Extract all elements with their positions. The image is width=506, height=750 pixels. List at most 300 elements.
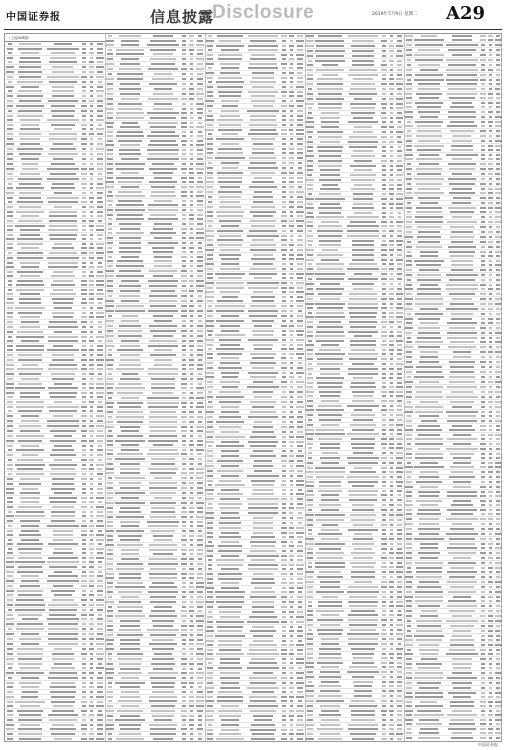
table-cell <box>298 186 303 188</box>
table-cell <box>382 93 386 95</box>
table-cell <box>221 258 238 260</box>
table-cell <box>7 520 14 522</box>
table-cell <box>381 662 387 664</box>
table-cell <box>348 481 378 483</box>
table-cell <box>446 620 477 622</box>
table-cell <box>207 649 214 651</box>
table-cell <box>118 330 142 332</box>
table-cell <box>382 203 385 205</box>
table-cell <box>150 126 176 128</box>
table-cell <box>320 690 340 692</box>
table-cell <box>48 714 79 716</box>
table-cell <box>207 191 212 193</box>
table-cell <box>8 183 13 185</box>
table-cell <box>252 601 274 603</box>
table-cell <box>107 463 112 465</box>
table-cell <box>416 630 442 632</box>
table-cell <box>48 201 79 203</box>
table-cell <box>106 728 114 730</box>
table-cell <box>381 40 386 42</box>
table-cell <box>446 411 477 413</box>
table-cell <box>282 268 286 270</box>
table-row <box>5 47 105 56</box>
table-cell <box>450 341 474 343</box>
table-cell <box>7 229 13 231</box>
table-cell <box>390 150 394 152</box>
table-cell <box>16 406 44 408</box>
table-cell <box>107 260 113 262</box>
table-cell <box>190 653 193 655</box>
table-cell <box>495 211 501 213</box>
table-cell <box>207 715 212 717</box>
table-cell <box>19 638 41 640</box>
table-cell <box>348 490 378 492</box>
table-cell <box>415 457 443 459</box>
table-cell <box>390 738 393 740</box>
table-cell <box>389 386 393 388</box>
table-cell <box>207 211 213 213</box>
table-cell <box>320 188 340 190</box>
table-cell <box>182 696 186 698</box>
table-cell <box>207 705 212 707</box>
table-cell <box>190 200 194 202</box>
table-cell <box>389 519 394 521</box>
table-cell <box>97 206 102 208</box>
table-cell <box>82 435 86 437</box>
table-cell <box>48 623 78 625</box>
table-cell <box>382 490 386 492</box>
table-cell <box>382 35 386 37</box>
table-cell <box>496 313 499 315</box>
table-row <box>305 330 404 339</box>
table-cell <box>107 507 113 509</box>
table-cell <box>115 502 144 504</box>
table-cell <box>319 648 341 650</box>
table-cell <box>116 738 144 740</box>
table-cell <box>106 530 114 532</box>
table-cell <box>381 103 387 105</box>
table-cell <box>251 225 275 227</box>
table-cell <box>154 653 172 655</box>
table-cell <box>182 320 187 322</box>
table-cell <box>53 302 73 304</box>
table-cell <box>96 312 104 314</box>
table-cell <box>190 435 194 437</box>
table-cell <box>90 392 93 394</box>
table-cell <box>82 686 86 688</box>
table-cell <box>107 88 113 90</box>
table-cell <box>347 476 378 478</box>
table-cell <box>82 548 86 550</box>
table-cell <box>496 361 499 363</box>
table-cell <box>120 696 139 698</box>
table-cell <box>389 368 394 370</box>
table-cell <box>149 586 177 588</box>
table-row <box>105 401 205 410</box>
table-cell <box>82 571 85 573</box>
table-cell <box>206 296 213 298</box>
table-cell <box>297 445 304 447</box>
table-cell <box>480 303 486 305</box>
table-cell <box>281 220 286 222</box>
table-cell <box>316 519 344 521</box>
table-cell <box>390 55 393 57</box>
table-cell <box>307 576 312 578</box>
table-cell <box>306 316 313 318</box>
table-cell <box>416 576 442 578</box>
table-cell <box>17 252 42 254</box>
table-cell <box>220 381 240 383</box>
table-cell <box>281 367 287 369</box>
table-row <box>205 44 305 53</box>
table-cell <box>290 578 293 580</box>
newspaper-logo: 中国证券报 <box>6 12 61 23</box>
table-cell <box>397 485 402 487</box>
table-cell <box>116 232 144 234</box>
table-cell <box>120 468 139 470</box>
table-cell <box>82 81 86 83</box>
table-cell <box>148 68 177 70</box>
table-cell <box>7 148 13 150</box>
table-cell <box>406 481 411 483</box>
table-cell <box>189 558 194 560</box>
table-cell <box>315 471 345 473</box>
table-cell <box>449 538 475 540</box>
table-cell <box>120 686 141 688</box>
table-cell <box>382 141 386 143</box>
table-cell <box>107 440 112 442</box>
table-cell <box>489 415 492 417</box>
table-cell <box>53 271 72 273</box>
table-cell <box>389 690 393 692</box>
table-cell <box>90 173 93 175</box>
table-cell <box>20 275 40 277</box>
table-cell <box>418 49 441 51</box>
table-cell <box>390 69 394 71</box>
table-cell <box>7 585 13 587</box>
table-cell <box>48 340 77 342</box>
table-cell <box>119 629 141 631</box>
table-cell <box>19 373 40 375</box>
table-cell <box>390 121 393 123</box>
table-cell <box>307 174 312 176</box>
table-cell <box>196 582 204 584</box>
table-cell <box>495 406 500 408</box>
table-cell <box>181 310 186 312</box>
table-cell <box>282 320 287 322</box>
table-cell <box>319 548 342 550</box>
table-cell <box>97 594 103 596</box>
table-cell <box>153 228 174 230</box>
table-cell <box>121 691 138 693</box>
table-cell <box>481 178 485 180</box>
table-cell <box>197 606 204 608</box>
table-cell <box>381 581 386 583</box>
table-cell <box>451 504 474 506</box>
table-cell <box>253 215 274 217</box>
table-cell <box>480 538 485 540</box>
table-cell <box>390 363 394 365</box>
table-cell <box>181 472 186 474</box>
table-cell <box>50 728 76 730</box>
table-cell <box>315 566 344 568</box>
table-cell <box>298 310 303 312</box>
table-cell <box>307 414 314 416</box>
table-cell <box>149 577 176 579</box>
table-cell <box>351 83 375 85</box>
table-cell <box>89 349 93 351</box>
table-cell <box>49 81 76 83</box>
table-cell <box>382 55 387 57</box>
table-cell <box>220 72 239 74</box>
table-cell <box>453 443 471 445</box>
table-cell <box>189 468 193 470</box>
table-cell <box>354 184 373 186</box>
table-cell <box>390 326 393 328</box>
table-cell <box>496 557 501 559</box>
table-cell <box>116 112 144 114</box>
table-cell <box>150 502 176 504</box>
table-cell <box>196 285 204 287</box>
table-cell <box>107 487 113 489</box>
table-cell <box>381 136 387 138</box>
table-cell <box>397 728 401 730</box>
table-cell <box>354 533 372 535</box>
table-cell <box>147 453 179 455</box>
table-cell <box>349 263 376 265</box>
table-cell <box>52 653 74 655</box>
table-row <box>5 335 105 344</box>
table-cell <box>52 354 74 356</box>
table-cell <box>220 662 241 664</box>
table-cell <box>488 255 492 257</box>
table-cell <box>121 497 140 499</box>
table-cell <box>150 58 176 60</box>
table-cell <box>151 530 176 532</box>
table-cell <box>197 73 203 75</box>
table-cell <box>321 509 340 511</box>
table-cell <box>221 512 239 514</box>
table-cell <box>119 482 141 484</box>
table-cell <box>297 77 303 79</box>
table-cell <box>90 478 94 480</box>
table-cell <box>488 635 493 637</box>
table-cell <box>97 733 104 735</box>
table-cell <box>307 524 313 526</box>
table-row <box>205 577 305 586</box>
table-cell <box>407 401 412 403</box>
table-cell <box>252 320 273 322</box>
table-cell <box>190 426 193 428</box>
table-cell <box>416 500 441 502</box>
table-cell <box>207 124 212 126</box>
table-cell <box>417 173 441 175</box>
table-cell <box>353 681 374 683</box>
table-cell <box>396 259 403 261</box>
table-cell <box>397 666 403 668</box>
table-cell <box>206 545 214 547</box>
table-cell <box>149 295 177 297</box>
table-cell <box>447 509 477 511</box>
table-cell <box>290 315 294 317</box>
table-cell <box>282 431 286 433</box>
table-cell <box>298 591 302 593</box>
table-cell <box>19 183 42 185</box>
table-cell <box>154 349 172 351</box>
table-cell <box>480 351 486 353</box>
table-cell <box>249 157 276 159</box>
table-cell <box>297 67 304 69</box>
table-cell <box>48 557 78 559</box>
table-cell <box>415 74 443 76</box>
table-cell <box>496 453 500 455</box>
table-cell <box>406 221 411 223</box>
table-cell <box>98 124 103 126</box>
table-cell <box>120 126 140 128</box>
table-cell <box>414 39 443 41</box>
table-cell <box>308 363 313 365</box>
table-cell <box>397 614 401 616</box>
table-cell <box>448 591 477 593</box>
table-cell <box>282 196 287 198</box>
table-cell <box>197 325 203 327</box>
table-cell <box>152 392 173 394</box>
table-cell <box>97 590 103 592</box>
table-cell <box>189 126 193 128</box>
table-cell <box>117 392 144 394</box>
table-cell <box>397 538 401 540</box>
table-cell <box>496 111 500 113</box>
table-cell <box>89 71 93 73</box>
table-cell <box>82 609 86 611</box>
table-cell <box>419 518 438 520</box>
table-cell <box>49 497 76 499</box>
table-cell <box>480 79 486 81</box>
table-cell <box>496 677 499 679</box>
table-cell <box>453 351 471 353</box>
table-cell <box>320 298 341 300</box>
table-cell <box>82 454 86 456</box>
table-cell <box>407 59 412 61</box>
table-cell <box>307 719 314 721</box>
table-cell <box>318 165 341 167</box>
table-cell <box>197 402 204 404</box>
table-cell <box>48 387 79 389</box>
table-cell <box>447 547 477 549</box>
table-cell <box>190 228 193 230</box>
table-cell <box>106 275 113 277</box>
table-cell <box>189 290 194 292</box>
table-cell <box>197 256 202 258</box>
table-cell <box>82 128 87 130</box>
table-cell <box>496 226 501 228</box>
table-cell <box>90 539 94 541</box>
table-cell <box>182 643 186 645</box>
table-cell <box>281 386 286 388</box>
table-cell <box>382 529 386 531</box>
table-cell <box>16 187 45 189</box>
table-cell <box>251 738 275 740</box>
table-cell <box>481 274 484 276</box>
table-cell <box>253 334 272 336</box>
table-cell <box>381 494 387 496</box>
table-cell <box>297 124 303 126</box>
table-cell <box>197 525 203 527</box>
table-cell <box>182 733 185 735</box>
table-cell <box>82 307 86 309</box>
table-cell <box>496 59 501 61</box>
table-cell <box>297 677 303 679</box>
table-cell <box>198 320 203 322</box>
table-cell <box>382 414 386 416</box>
table-cell <box>218 710 241 712</box>
table-cell <box>282 45 287 47</box>
table-cell <box>216 81 243 83</box>
table-cell <box>215 484 245 486</box>
table-cell <box>350 562 376 564</box>
table-cell <box>290 239 294 241</box>
table-cell <box>190 596 193 598</box>
table-cell <box>451 241 473 243</box>
table-cell <box>496 504 500 506</box>
table-cell <box>481 260 485 262</box>
table-cell <box>147 158 178 160</box>
table-cell <box>207 91 213 93</box>
table-cell <box>20 724 39 726</box>
table-cell <box>495 547 500 549</box>
table-cell <box>207 696 213 698</box>
table-cell <box>406 69 412 71</box>
table-cell <box>296 436 304 438</box>
table-cell <box>448 346 476 348</box>
table-cell <box>90 187 93 189</box>
table-cell <box>315 353 344 355</box>
table-cell <box>390 212 393 214</box>
table-cell <box>97 163 103 165</box>
table-cell <box>489 54 493 56</box>
table-cell <box>81 76 87 78</box>
table-row <box>305 600 404 609</box>
table-cell <box>90 215 93 217</box>
table-cell <box>107 251 113 253</box>
table-cell <box>397 409 403 411</box>
table-cell <box>480 466 485 468</box>
table-cell <box>308 60 313 62</box>
table-cell <box>297 196 302 198</box>
table-cell <box>488 202 492 204</box>
table-cell <box>207 578 213 580</box>
table-cell <box>189 247 193 249</box>
table-cell <box>321 424 339 426</box>
table-cell <box>297 391 303 393</box>
table-row <box>5 547 105 556</box>
table-cell <box>321 529 339 531</box>
table-cell <box>415 443 443 445</box>
table-cell <box>418 605 441 607</box>
table-cell <box>496 443 500 445</box>
table-cell <box>307 504 314 506</box>
table-cell <box>121 280 138 282</box>
table-cell <box>117 214 142 216</box>
table-cell <box>247 235 278 237</box>
table-cell <box>149 426 176 428</box>
table-row <box>205 234 305 243</box>
table-cell <box>495 173 500 175</box>
table-cell <box>253 635 274 637</box>
table-cell <box>307 55 312 57</box>
table-cell <box>219 416 241 418</box>
table-cell <box>21 580 39 582</box>
